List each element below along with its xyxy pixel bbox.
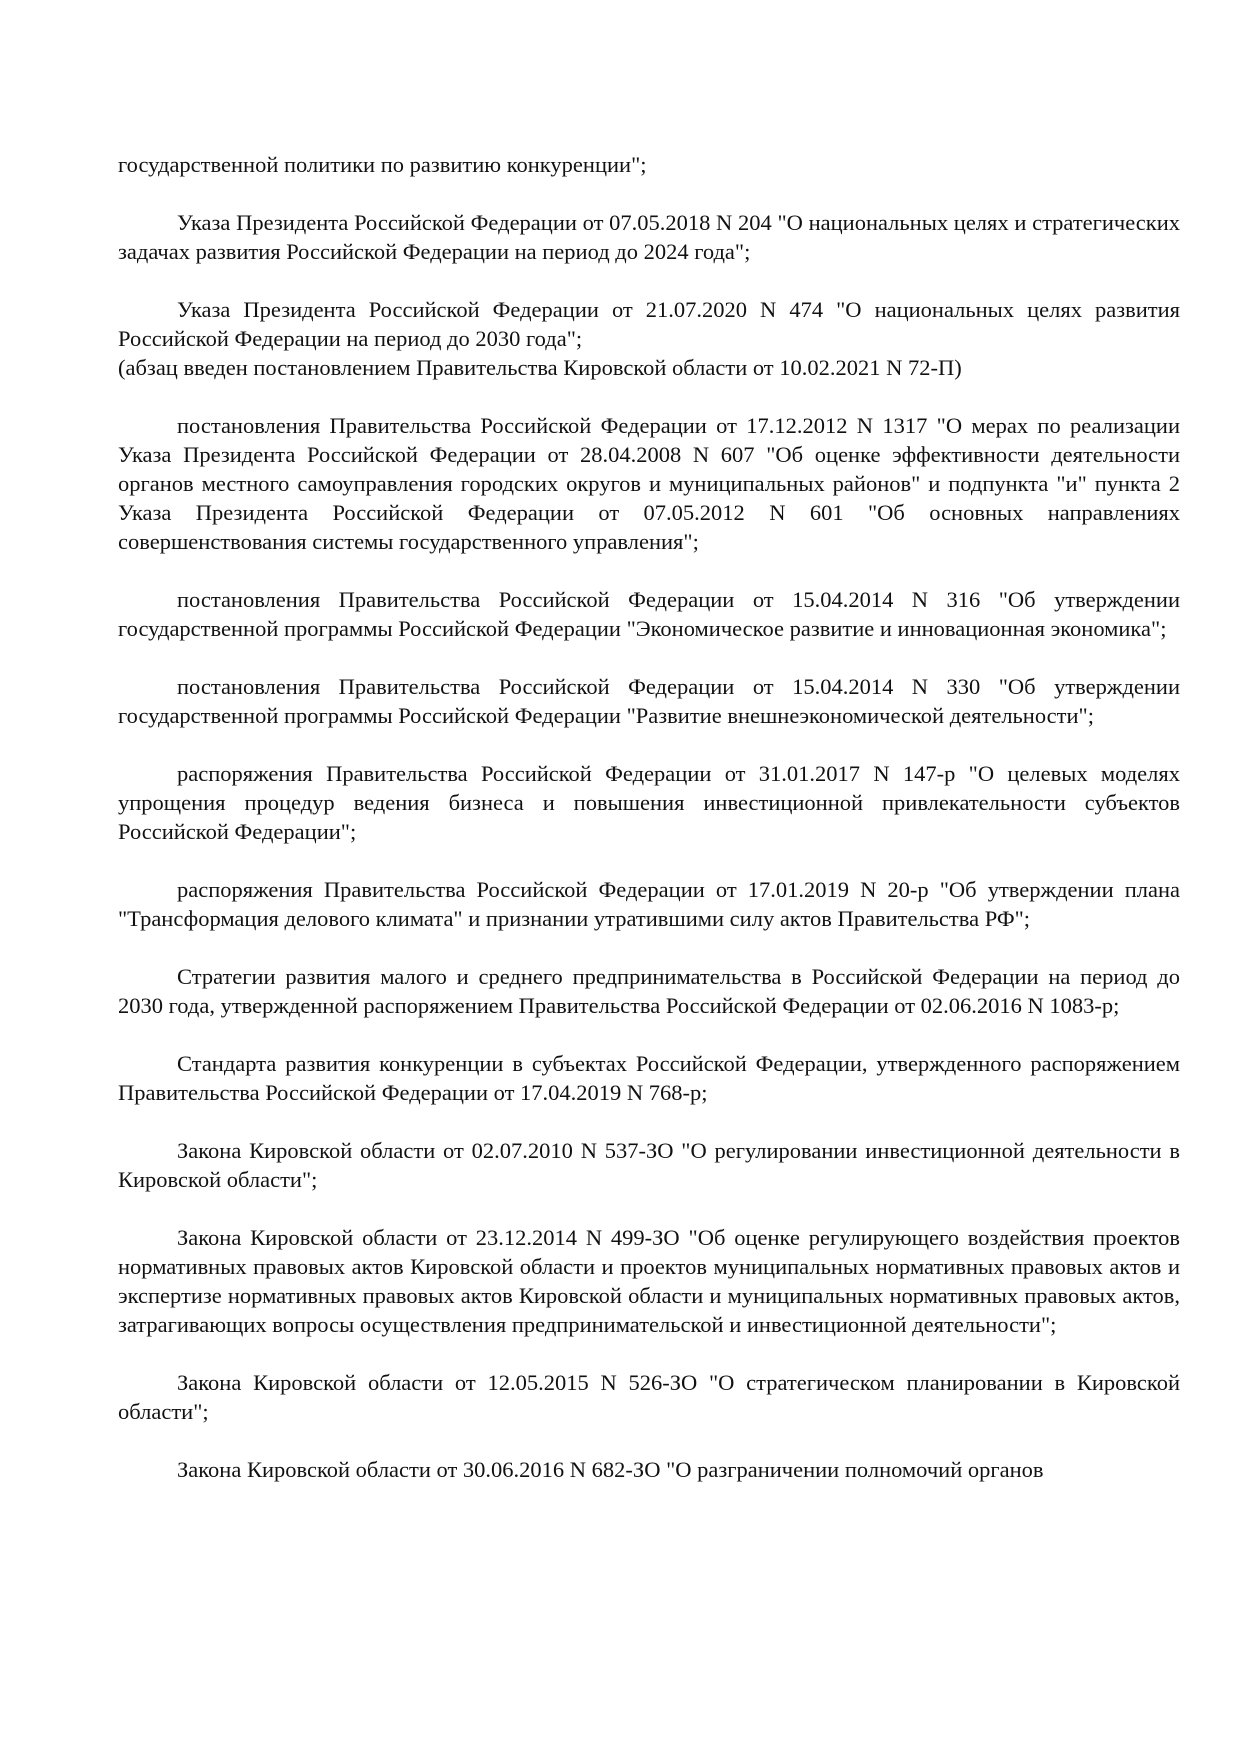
paragraph-law-526: Закона Кировской области от 12.05.2015 N 526-ЗО "О стратегическом планировании в Кировской области"; <box>118 1370 1180 1424</box>
paragraph-law-537: Закона Кировской области от 02.07.2010 N 537-ЗО "О регулировании инвестиционной деятельности в Кировской области"; <box>118 1138 1180 1192</box>
paragraph-law-682: Закона Кировской области от 30.06.2016 N 682-ЗО "О разграничении полномочий органов <box>177 1457 1044 1482</box>
amendment-note: (абзац введен постановлением Правительства Кировской области от 10.02.2021 N 72-П) <box>118 355 962 380</box>
paragraph-resolution-1317: постановления Правительства Российской Федерации от 17.12.2012 N 1317 "О мерах по реализации Указа Президента Российской Федерации от 28.04.2008 N 607 "Об оценке эффективности деятельности органов местного самоуправления городских округов и муниципальных районов" и подпункта "и" пункта 2 Указа Президента Российской Федерации от 07.05.2012 N 601 "Об основных направлениях совершенствования системы государственного управления"; <box>118 413 1180 554</box>
paragraph-text: Указа Президента Российской Федерации от 21.07.2020 N 474 "О национальных целях развития Российской Федерации на период до 2030 года"; <box>118 297 1180 351</box>
paragraph-order-20: распоряжения Правительства Российской Федерации от 17.01.2019 N 20-р "Об утверждении плана "Трансформация делового климата" и признании утратившими силу актов Правительства РФ"; <box>118 877 1180 931</box>
paragraph-decree-204: Указа Президента Российской Федерации от 07.05.2018 N 204 "О национальных целях и стратегических задачах развития Российской Федерации на период до 2024 года"; <box>118 210 1180 264</box>
paragraph-order-147: распоряжения Правительства Российской Федерации от 31.01.2017 N 147-р "О целевых моделях упрощения процедур ведения бизнеса и повышения инвестиционной привлекательности субъектов Российской Федерации"; <box>118 761 1180 844</box>
paragraph-resolution-330: постановления Правительства Российской Федерации от 15.04.2014 N 330 "Об утверждении государственной программы Российской Федерации "Развитие внешнеэкономической деятельности"; <box>118 674 1180 728</box>
paragraph-law-499: Закона Кировской области от 23.12.2014 N 499-ЗО "Об оценке регулирующего воздействия проектов нормативных правовых актов Кировской области и проектов муниципальных нормативных правовых актов и экспертизе нормативных правовых актов Кировской области и муниципальных нормативных правовых актов, затрагивающих вопросы осуществления предпринимательской и инвестиционной деятельности"; <box>118 1225 1180 1337</box>
paragraph-resolution-316: постановления Правительства Российской Федерации от 15.04.2014 N 316 "Об утверждении государственной программы Российской Федерации "Экономическое развитие и инновационная экономика"; <box>118 587 1180 641</box>
paragraph-competition-standard: Стандарта развития конкуренции в субъектах Российской Федерации, утвержденного распоряжением Правительства Российской Федерации от 17.04.2019 N 768-р; <box>118 1051 1180 1105</box>
paragraph-strategy-sme: Стратегии развития малого и среднего предпринимательства в Российской Федерации на период до 2030 года, утвержденной распоряжением Правительства Российской Федерации от 02.06.2016 N 1083-р; <box>118 964 1180 1018</box>
paragraph-continuation: государственной политики по развитию конкуренции"; <box>118 152 647 177</box>
document-page <box>118 150 1180 1513</box>
paragraph-decree-474 <box>118 295 1180 382</box>
